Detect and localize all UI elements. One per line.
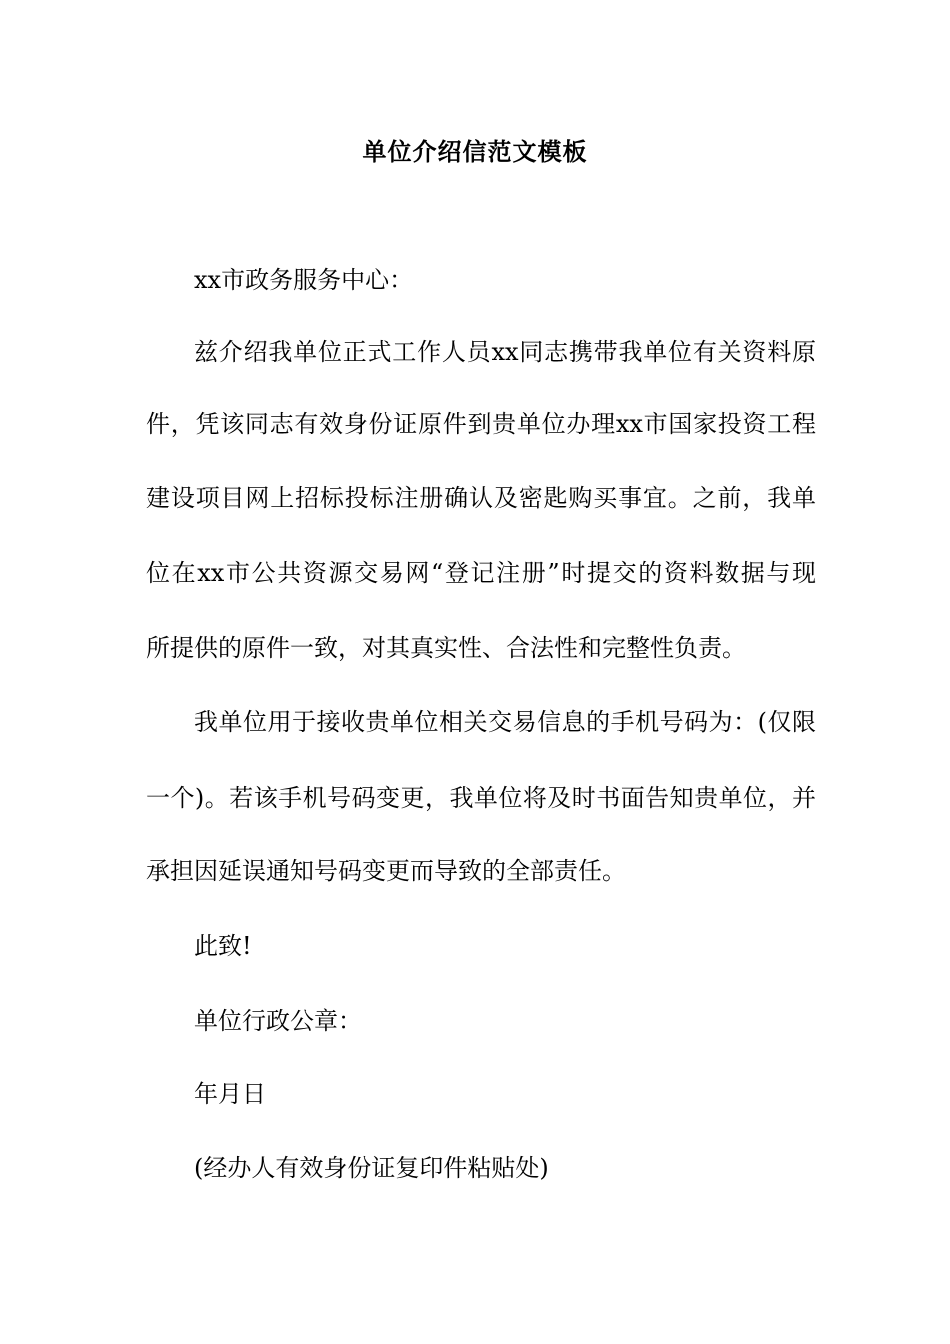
paragraph2-line2: 一个)。若该手机号码变更，我单位将及时书面告知贵单位，并	[146, 784, 816, 812]
paragraph1-line2: 件，凭该同志有效身份证原件到贵单位办理xx市国家投资工程	[146, 410, 816, 438]
document-title: 单位介绍信范文模板	[362, 137, 588, 166]
seal-label: 单位行政公章：	[194, 1007, 362, 1035]
closing-text: 此致!	[194, 932, 252, 960]
date-label: 年月日	[194, 1080, 266, 1108]
id-copy-note: (经办人有效身份证复印件粘贴处)	[194, 1154, 549, 1182]
salutation: xx市政务服务中心：	[194, 266, 414, 294]
paragraph1-line1: 兹介绍我单位正式工作人员xx同志携带我单位有关资料原	[194, 338, 816, 366]
paragraph2-line3: 承担因延误通知号码变更而导致的全部责任。	[146, 857, 626, 885]
paragraph1-line4: 位在xx市公共资源交易网“登记注册”时提交的资料数据与现	[146, 559, 816, 587]
paragraph1-line5: 所提供的原件一致，对其真实性、合法性和完整性负责。	[146, 634, 746, 662]
paragraph2-line1: 我单位用于接收贵单位相关交易信息的手机号码为：(仅限	[194, 708, 816, 736]
paragraph1-line3: 建设项目网上招标投标注册确认及密匙购买事宜。之前，我单	[146, 484, 816, 512]
